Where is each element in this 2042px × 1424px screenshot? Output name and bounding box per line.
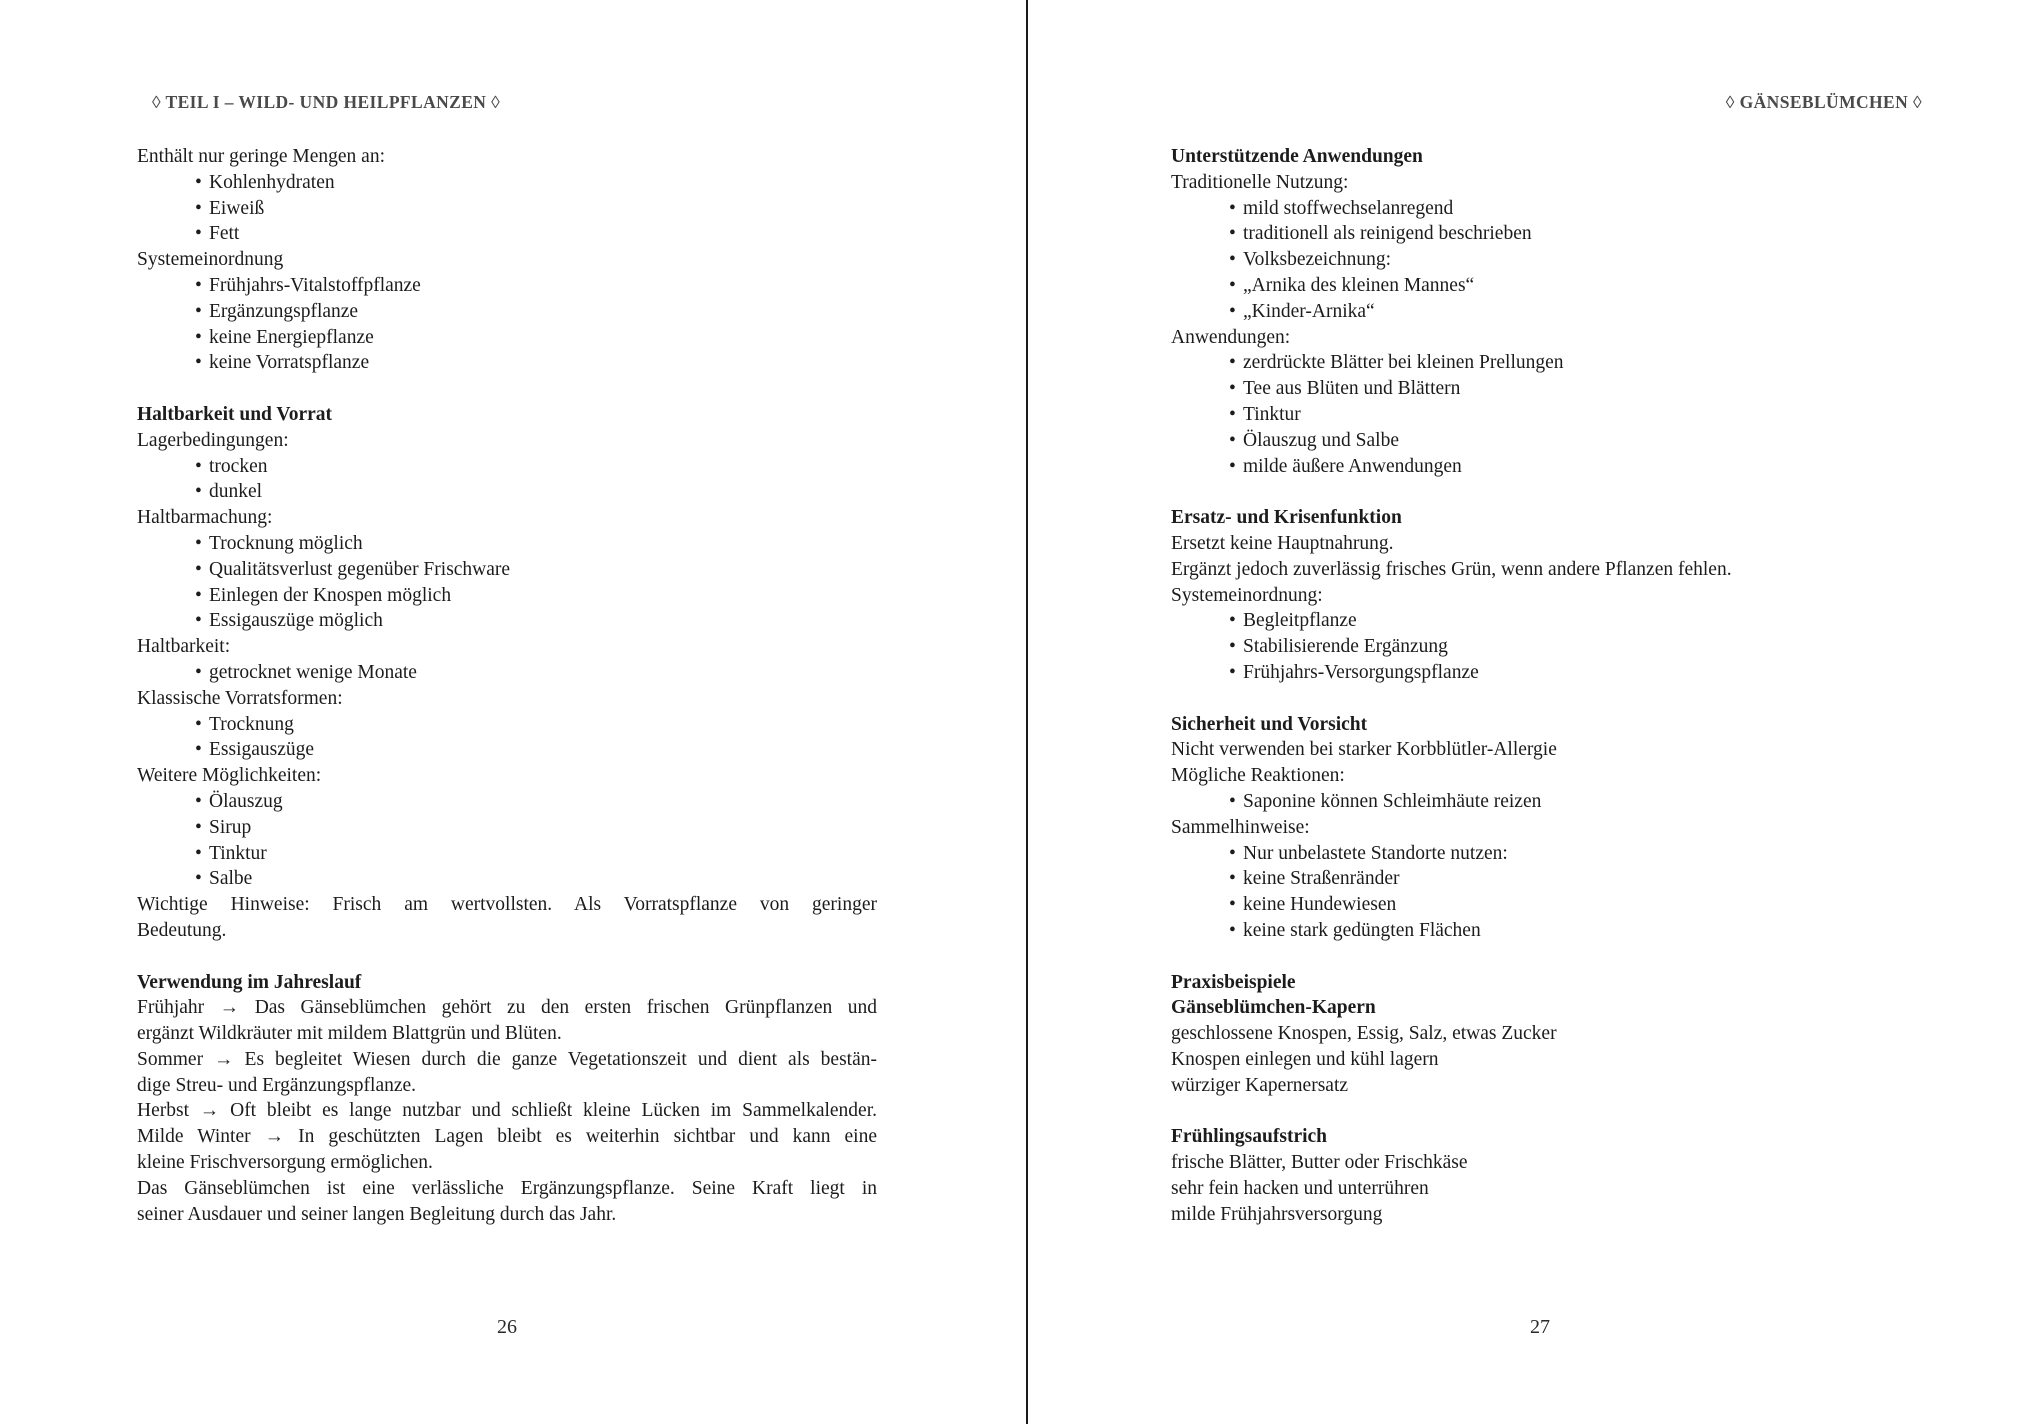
recipe-line: frische Blätter, Butter oder Frischkäse: [1171, 1152, 1468, 1174]
list-item: • traditionell als reinigend beschrieben: [1229, 223, 1532, 245]
list-item: • Tinktur: [1229, 403, 1301, 425]
seasons-line: seiner Ausdauer und seiner langen Begleitung durch das Jahr.: [137, 1203, 617, 1225]
section-heading-safety: Sicherheit und Vorsicht: [1171, 713, 1368, 735]
section-heading-support: Unterstützende Anwendungen: [1171, 146, 1423, 167]
list-item: • keine Energiepflanze: [195, 326, 374, 348]
crisis-system-label: Systemeinordnung:: [1171, 584, 1323, 606]
list-item: • Tee aus Blüten und Blättern: [1229, 378, 1461, 400]
list-item: • keine stark gedüngten Flächen: [1229, 919, 1481, 941]
list-item: • keine Vorratspflanze: [195, 352, 370, 374]
shelf-life-label: Haltbarkeit:: [137, 636, 231, 658]
right-page: [1028, 0, 2042, 1424]
seasons-line: ergänzt Wildkräuter mit mildem Blattgrün und Blüten.: [137, 1023, 562, 1045]
list-item: • milde äußere Anwendungen: [1229, 455, 1462, 477]
list-item: • Nur unbelastete Standorte nutzen:: [1229, 842, 1508, 864]
nutrients-intro: Enthält nur geringe Mengen an:: [137, 146, 386, 167]
list-item: • Qualitätsverlust gegenüber Frischware: [195, 558, 511, 580]
running-head-left: ◊ TEIL I – WILD- UND HEILPFLANZEN ◊: [152, 92, 501, 112]
seasons-line: Frühjahr → Das Gänseblümchen gehört zu den ersten frischen Grünpflanzen und: [137, 997, 877, 1019]
list-item: • Stabilisierende Ergänzung: [1229, 636, 1448, 658]
storage-note-line: Bedeutung.: [137, 919, 227, 941]
recipe-line: geschlossene Knospen, Essig, Salz, etwas Zucker: [1171, 1023, 1557, 1045]
list-item: • Einlegen der Knospen möglich: [195, 584, 452, 606]
section-heading-practice: Praxisbeispiele: [1171, 971, 1296, 993]
traditional-use-label: Traditionelle Nutzung:: [1171, 171, 1349, 193]
section-heading-crisis: Ersatz- und Krisenfunktion: [1171, 507, 1402, 529]
left-page-body: [137, 144, 877, 1227]
section-heading-storage: Haltbarkeit und Vorrat: [137, 403, 333, 425]
page-number-right: 27: [1530, 1316, 1550, 1338]
list-item: • Trocknung möglich: [195, 532, 363, 554]
seasons-line: Sommer → Es begleitet Wiesen durch die ganze Vegetationszeit und dient als bestän-: [137, 1048, 877, 1070]
recipe-line: Knospen einlegen und kühl lagern: [1171, 1048, 1439, 1070]
list-item: • keine Hundewiesen: [1229, 894, 1397, 916]
list-item: • Saponine können Schleimhäute reizen: [1229, 790, 1542, 812]
seasons-paragraph: [137, 995, 877, 1227]
running-head-right: ◊ GÄNSEBLÜMCHEN ◊: [1725, 92, 1922, 112]
recipe-title-kapern: Gänseblümchen-Kapern: [1171, 997, 1376, 1019]
seasons-line: dige Streu- und Ergänzungspflanze.: [137, 1074, 417, 1096]
safety-line: Nicht verwenden bei starker Korbblütler-Allergie: [1171, 739, 1557, 761]
preservation-label: Haltbarmachung:: [137, 507, 273, 529]
page-number-left: 26: [497, 1316, 517, 1338]
collect-label: Sammelhinweise:: [1171, 816, 1310, 838]
list-item: • Essigauszüge möglich: [195, 610, 383, 632]
list-item: • Frühjahrs-Versorgungspflanze: [1229, 661, 1479, 683]
crisis-line: Ersetzt keine Hauptnahrung.: [1171, 532, 1394, 554]
list-item: • „Kinder-Arnika“: [1229, 300, 1375, 322]
list-item: • zerdrückte Blätter bei kleinen Prellungen: [1229, 352, 1564, 374]
uses-label: Anwendungen:: [1171, 326, 1291, 348]
list-item: • Fett: [195, 223, 240, 245]
list-item: • dunkel: [195, 481, 263, 503]
list-item: • keine Straßenränder: [1229, 868, 1400, 890]
list-item: • mild stoffwechselanregend: [1229, 197, 1454, 219]
list-item: • Ölauszug: [195, 790, 283, 812]
list-item: • trocken: [195, 455, 268, 477]
system-label: Systemeinordnung: [137, 249, 284, 271]
right-page-body: [1171, 144, 1911, 1227]
list-item: • Ölauszug und Salbe: [1229, 429, 1399, 451]
recipe-title-aufstrich: Frühlingsaufstrich: [1171, 1126, 1328, 1148]
seasons-line: Milde Winter → In geschützten Lagen bleibt es weiterhin sichtbar und kann eine: [137, 1126, 877, 1148]
further-options-label: Weitere Möglichkeiten:: [137, 765, 322, 787]
list-item: • getrocknet wenige Monate: [195, 661, 417, 683]
list-item: • Eiweiß: [195, 197, 265, 219]
list-item: • „Arnika des kleinen Mannes“: [1229, 274, 1475, 296]
list-item: • Sirup: [195, 816, 252, 838]
seasons-line: Herbst → Oft bleibt es lange nutzbar und schließt kleine Lücken im Sammelkalender.: [137, 1100, 877, 1122]
reactions-label: Mögliche Reaktionen:: [1171, 765, 1345, 787]
list-item: • Tinktur: [195, 842, 267, 864]
crisis-line: Ergänzt jedoch zuverlässig frisches Grün, wenn andere Pflanzen fehlen.: [1171, 558, 1732, 580]
classic-forms-label: Klassische Vorratsformen:: [137, 687, 343, 709]
storage-note-line: Wichtige Hinweise: Frisch am wertvollsten. Als Vorratspflanze von geringer: [137, 894, 877, 916]
list-item: • Trocknung: [195, 713, 294, 735]
list-item: • Essigauszüge: [195, 739, 315, 761]
list-item: • Salbe: [195, 868, 253, 890]
list-item: • Begleitpflanze: [1229, 610, 1357, 632]
list-item: • Volksbezeichnung:: [1229, 249, 1392, 271]
recipe-line: milde Frühjahrsversorgung: [1171, 1203, 1383, 1225]
recipe-line: würziger Kapernersatz: [1171, 1074, 1349, 1096]
seasons-line: Das Gänseblümchen ist eine verlässliche Ergänzungspflanze. Seine Kraft liegt in: [137, 1177, 877, 1199]
list-item: • Kohlenhydraten: [195, 171, 335, 193]
recipe-line: sehr fein hacken und unterrühren: [1171, 1177, 1429, 1199]
list-item: • Frühjahrs-Vitalstoffpflanze: [195, 274, 421, 296]
seasons-line: kleine Frischversorgung ermöglichen.: [137, 1152, 433, 1174]
section-heading-seasons: Verwendung im Jahreslauf: [137, 971, 362, 993]
list-item: • Ergänzungspflanze: [195, 300, 359, 322]
storage-conditions-label: Lagerbedingungen:: [137, 429, 289, 451]
